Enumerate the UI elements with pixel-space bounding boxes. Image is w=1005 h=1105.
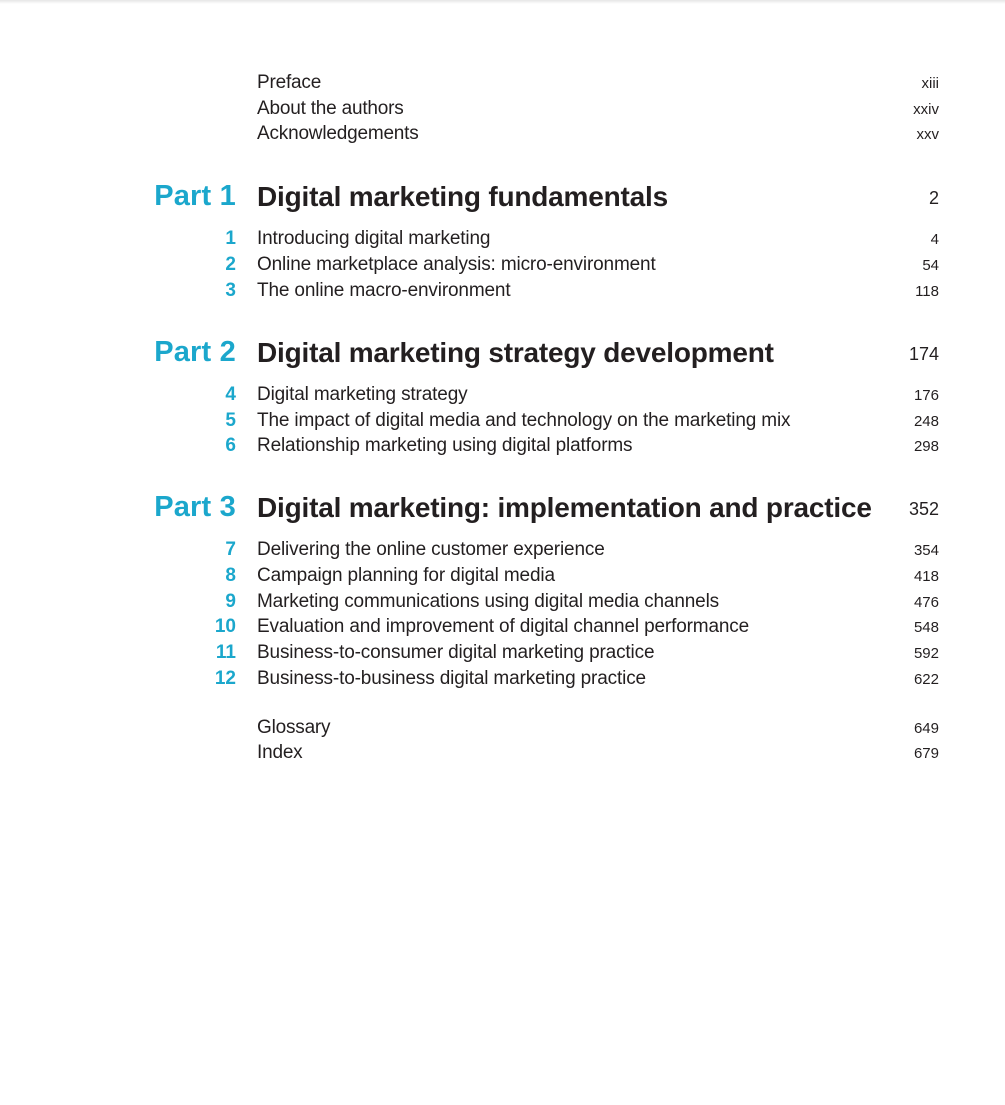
part-page: 2: [928, 188, 939, 208]
toc-entry-page: 679: [913, 745, 939, 762]
chapter-page: 118: [915, 283, 939, 300]
chapter-number: 7: [225, 539, 236, 560]
chapter-page: 548: [913, 619, 939, 636]
page-top-edge: [0, 0, 1005, 4]
chapter-title: Relationship marketing using digital platforms: [257, 435, 633, 456]
toc-entry-title: Glossary: [257, 717, 331, 738]
chapter-page: 418: [913, 568, 939, 585]
chapter-title: The online macro-environment: [257, 280, 511, 301]
chapter-title: The impact of digital media and technology on the marketing mix: [257, 410, 791, 431]
part-page: 174: [908, 344, 939, 364]
chapter-number: 11: [215, 642, 236, 663]
chapter-number: 6: [225, 435, 236, 456]
chapter-page: 176: [913, 387, 939, 404]
toc-entry-page: xxiv: [913, 101, 939, 118]
chapter-page: 4: [930, 231, 939, 248]
part-title: Digital marketing: implementation and practice: [257, 492, 872, 523]
toc-entry-title: Preface: [257, 72, 322, 93]
chapter-title: Campaign planning for digital media: [257, 565, 555, 586]
toc-entry-page: 649: [913, 720, 939, 737]
part-title: Digital marketing fundamentals: [257, 181, 668, 212]
chapter-number: 9: [225, 591, 236, 612]
chapter-title: Business-to-business digital marketing practice: [257, 668, 646, 689]
chapter-page: 622: [913, 671, 939, 688]
chapter-page: 592: [913, 645, 939, 662]
chapter-title: Digital marketing strategy: [257, 384, 468, 405]
chapter-page: 476: [913, 594, 939, 611]
toc-entry-title: Index: [257, 742, 303, 763]
chapter-title: Delivering the online customer experience: [257, 539, 605, 560]
chapter-number: 4: [225, 384, 236, 405]
chapter-number: 8: [225, 565, 236, 586]
chapter-number: 1: [225, 228, 236, 249]
part-label: Part 3: [154, 491, 236, 523]
chapter-title: Online marketplace analysis: micro-environment: [257, 254, 656, 275]
chapter-title: Marketing communications using digital media channels: [257, 591, 720, 612]
part-title: Digital marketing strategy development: [257, 337, 774, 368]
chapter-title: Introducing digital marketing: [257, 228, 491, 249]
chapter-title: Business-to-consumer digital marketing practice: [257, 642, 655, 663]
chapter-number: 2: [225, 254, 236, 275]
part-label: Part 2: [154, 336, 236, 368]
chapter-page: 248: [913, 413, 939, 430]
chapter-number: 3: [225, 280, 236, 301]
chapter-number: 5: [225, 410, 236, 431]
chapter-page: 354: [913, 542, 939, 559]
toc-entry-title: Acknowledgements: [257, 123, 419, 144]
toc-entry-page: xxv: [916, 126, 939, 143]
part-label: Part 1: [154, 180, 236, 212]
part-page: 352: [908, 499, 939, 519]
chapter-page: 54: [922, 257, 939, 274]
toc-entry-page: xiii: [921, 75, 939, 92]
toc-entry-title: About the authors: [257, 98, 404, 119]
chapter-number: 10: [214, 616, 236, 637]
chapter-number: 12: [214, 668, 236, 689]
chapter-page: 298: [913, 438, 939, 455]
chapter-title: Evaluation and improvement of digital channel performance: [257, 616, 750, 637]
